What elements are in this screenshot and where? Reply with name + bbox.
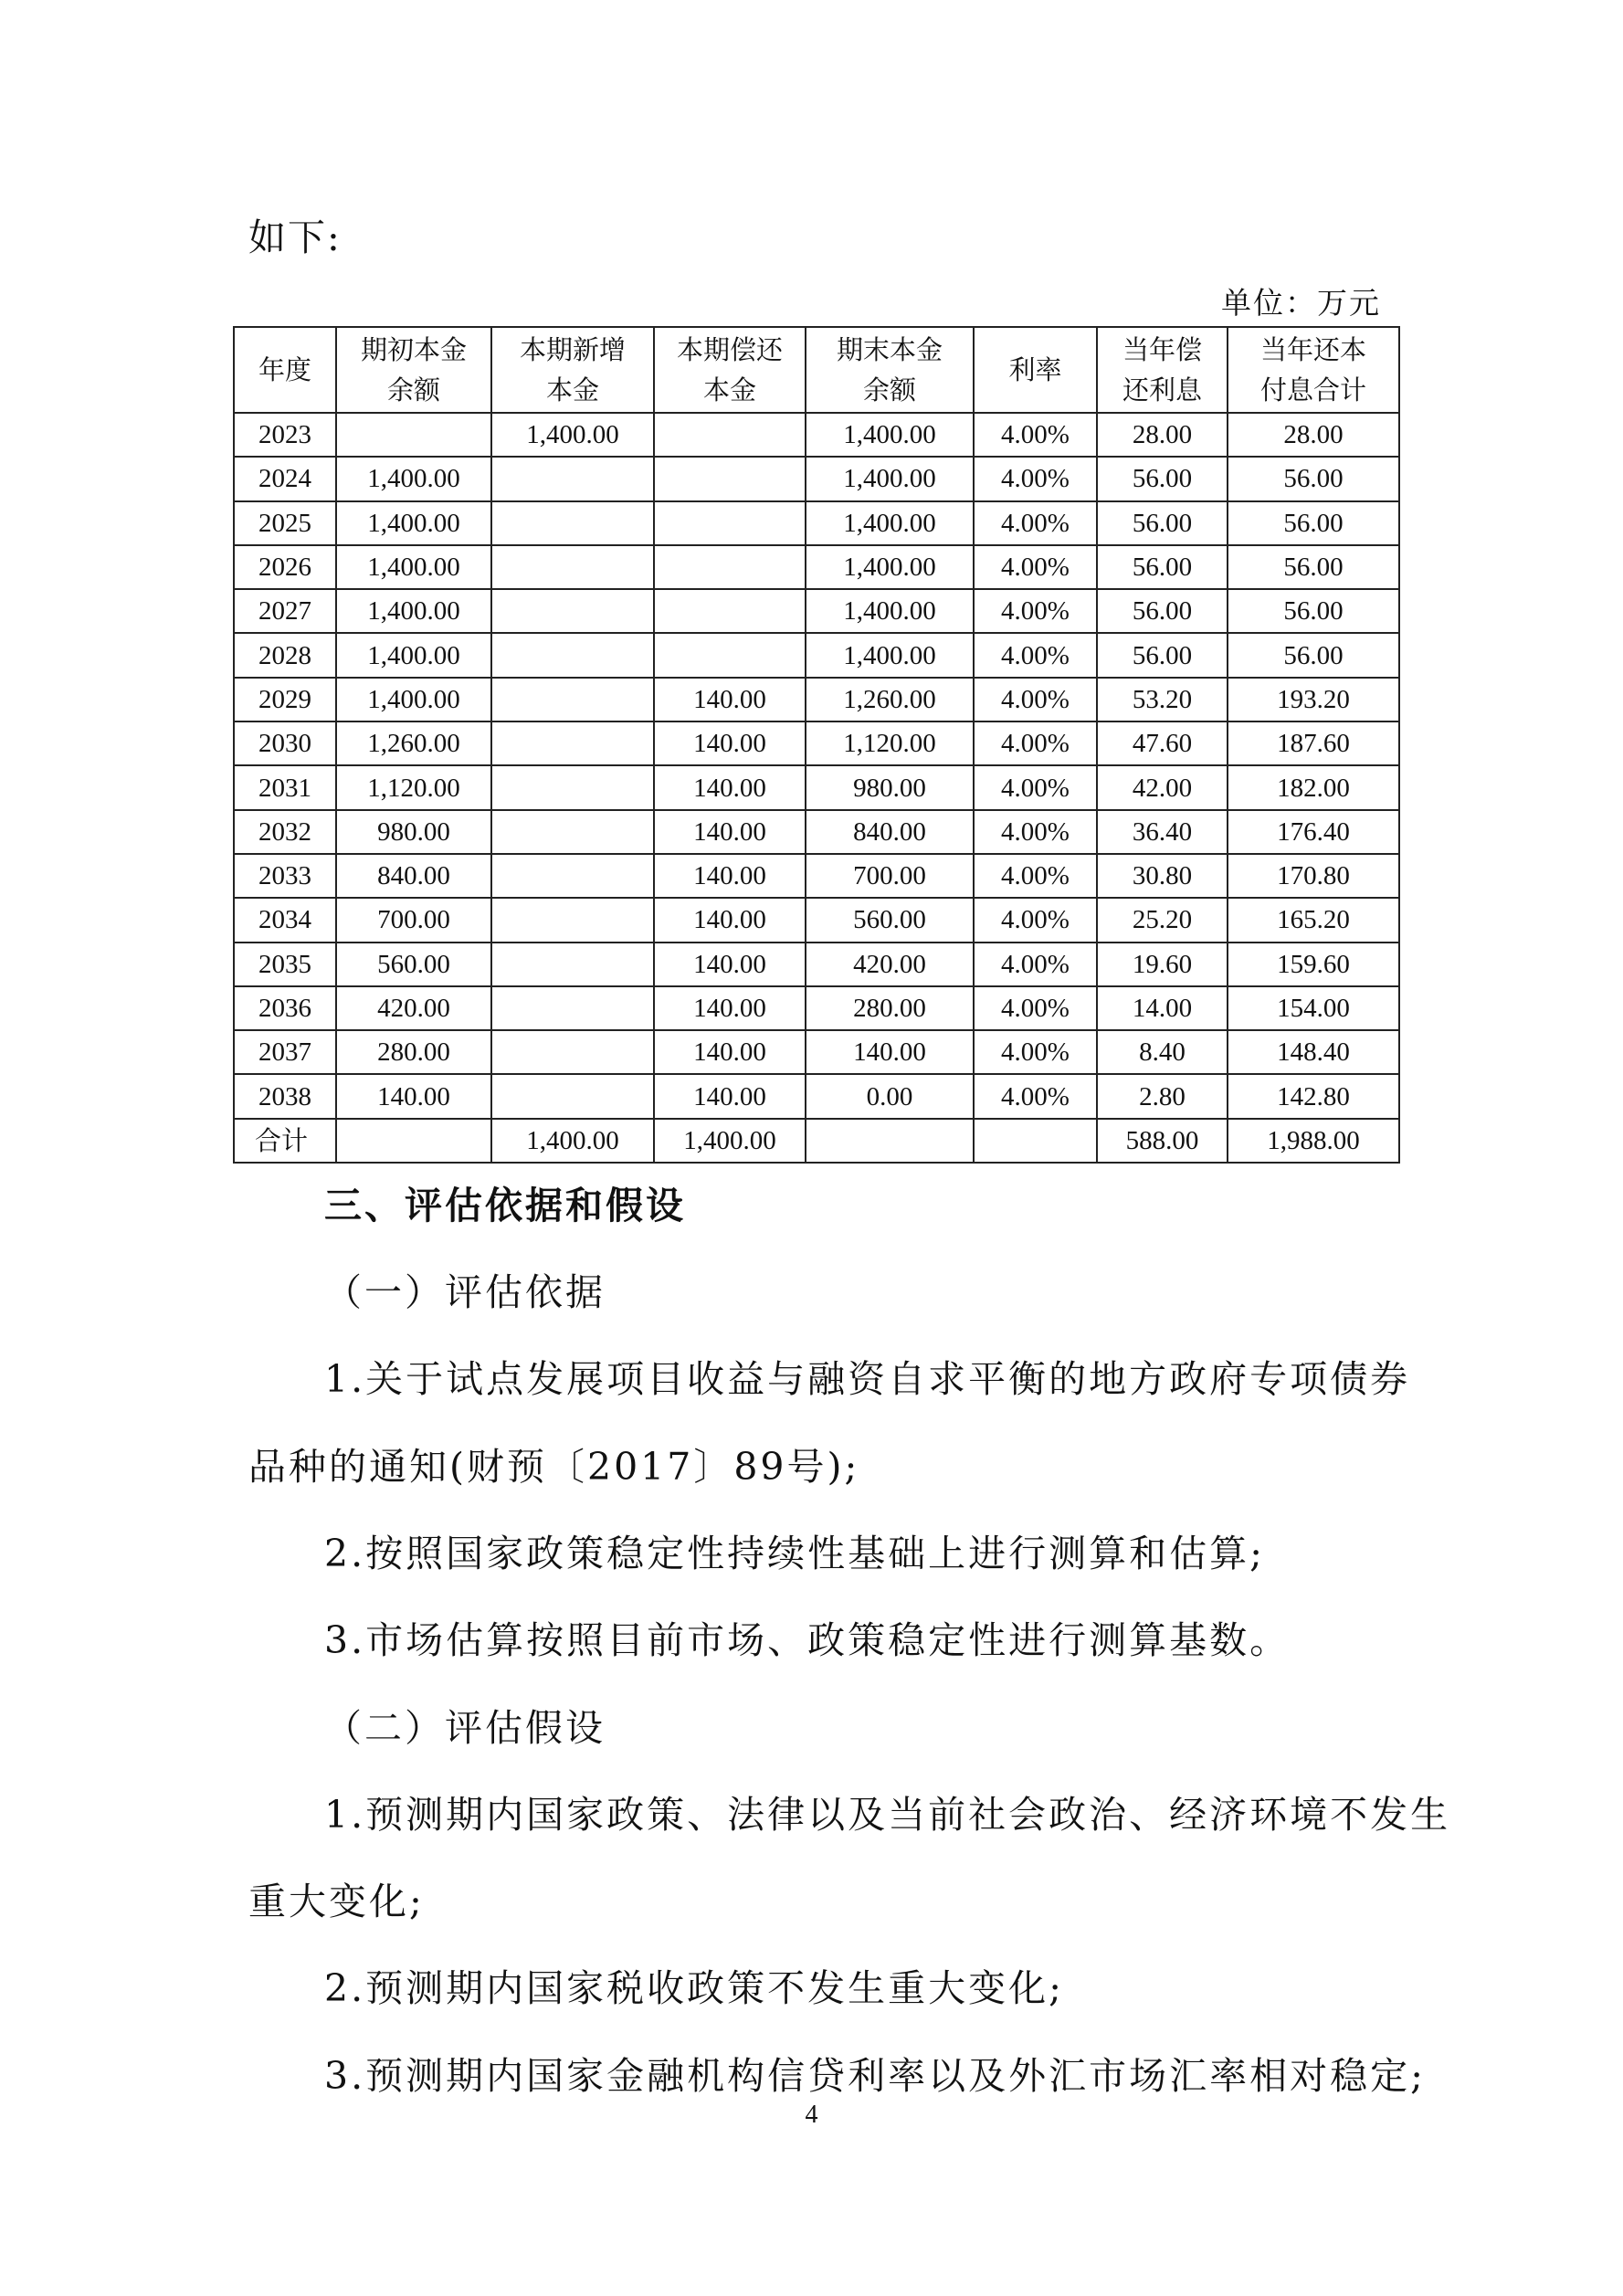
table-cell: 4.00% [974, 810, 1097, 854]
table-cell [654, 501, 806, 545]
table-cell: 4.00% [974, 854, 1097, 898]
table-cell [491, 589, 654, 633]
table-cell: 56.00 [1097, 545, 1228, 589]
table-cell: 588.00 [1097, 1119, 1228, 1163]
table-cell: 182.00 [1228, 765, 1399, 809]
page-number: 4 [805, 2101, 818, 2129]
table-cell [491, 943, 654, 986]
table-cell [491, 501, 654, 545]
table-cell [336, 1119, 491, 1163]
table-cell: 140.00 [654, 943, 806, 986]
table-cell: 2025 [234, 501, 336, 545]
table-row [234, 1030, 1399, 1074]
table-cell: 56.00 [1228, 457, 1399, 500]
table-cell: 140.00 [654, 765, 806, 809]
table-cell: 1,400.00 [336, 633, 491, 677]
column-header [336, 327, 491, 413]
column-header-line: 本金 [545, 374, 599, 405]
table-cell: 2037 [234, 1030, 336, 1074]
table-cell: 25.20 [1097, 898, 1228, 942]
table-cell: 合计 [234, 1119, 336, 1163]
table-cell: 1,120.00 [336, 765, 491, 809]
table-cell [336, 413, 491, 457]
table-cell [654, 545, 806, 589]
table-cell: 1,260.00 [336, 721, 491, 765]
table-row [234, 457, 1399, 500]
total-row [234, 1119, 1399, 1163]
column-header [974, 327, 1097, 413]
table-cell: 56.00 [1228, 589, 1399, 633]
table-cell: 159.60 [1228, 943, 1399, 986]
table-cell: 1,400.00 [806, 501, 974, 545]
column-header [1228, 327, 1399, 413]
column-header [491, 327, 654, 413]
table-cell [654, 589, 806, 633]
table-cell [491, 854, 654, 898]
table-cell: 56.00 [1228, 545, 1399, 589]
column-header-line: 付息合计 [1259, 374, 1366, 405]
table-cell: 4.00% [974, 1074, 1097, 1118]
table-cell: 4.00% [974, 545, 1097, 589]
basis-heading: （一）评估依据 [324, 1270, 606, 1314]
table-cell: 142.80 [1228, 1074, 1399, 1118]
table-row [234, 721, 1399, 765]
column-header-line: 本期新增 [519, 334, 626, 365]
table-cell: 1,400.00 [491, 1119, 654, 1163]
table-cell: 2.80 [1097, 1074, 1228, 1118]
table-cell: 2024 [234, 457, 336, 500]
table-cell: 420.00 [336, 986, 491, 1030]
table-row [234, 589, 1399, 633]
table-cell: 4.00% [974, 457, 1097, 500]
debt-schedule-table [233, 326, 1400, 1164]
table-cell: 4.00% [974, 678, 1097, 721]
table-cell [491, 457, 654, 500]
table-row [234, 1074, 1399, 1118]
table-cell: 56.00 [1097, 501, 1228, 545]
table-cell: 4.00% [974, 986, 1097, 1030]
table-cell: 140.00 [336, 1074, 491, 1118]
column-header-line: 期初本金 [360, 334, 467, 365]
table-cell: 187.60 [1228, 721, 1399, 765]
table-cell: 560.00 [336, 943, 491, 986]
table-cell [491, 1074, 654, 1118]
table-cell: 4.00% [974, 589, 1097, 633]
table-row [234, 943, 1399, 986]
table-cell: 1,400.00 [806, 413, 974, 457]
intro-text: 如下: [248, 216, 342, 259]
table-row [234, 633, 1399, 677]
table-cell: 4.00% [974, 721, 1097, 765]
table-cell: 840.00 [336, 854, 491, 898]
table-cell: 42.00 [1097, 765, 1228, 809]
table-cell: 1,400.00 [654, 1119, 806, 1163]
table-cell: 2033 [234, 854, 336, 898]
table-cell: 4.00% [974, 633, 1097, 677]
table-cell: 0.00 [806, 1074, 974, 1118]
table-cell: 140.00 [654, 678, 806, 721]
table-cell: 140.00 [654, 1030, 806, 1074]
column-header-line: 利率 [1008, 354, 1062, 385]
table-row [234, 501, 1399, 545]
table-cell: 980.00 [806, 765, 974, 809]
column-header-line: 还利息 [1122, 374, 1202, 405]
table-row [234, 986, 1399, 1030]
table-row [234, 678, 1399, 721]
basis-item-2: 2.按照国家政策稳定性持续性基础上进行测算和估算; [324, 1532, 1265, 1575]
table-cell: 1,260.00 [806, 678, 974, 721]
table-cell: 1,400.00 [806, 589, 974, 633]
table-cell: 420.00 [806, 943, 974, 986]
column-header-line: 本期偿还 [676, 334, 783, 365]
table-row [234, 545, 1399, 589]
table-cell: 28.00 [1097, 413, 1228, 457]
table-cell: 1,400.00 [336, 678, 491, 721]
table-cell: 4.00% [974, 1030, 1097, 1074]
table-cell: 2026 [234, 545, 336, 589]
assumption-item-1-cont: 重大变化; [248, 1880, 425, 1923]
table-cell [491, 898, 654, 942]
table-cell: 154.00 [1228, 986, 1399, 1030]
table-cell [491, 633, 654, 677]
table-cell [654, 633, 806, 677]
table-cell: 2032 [234, 810, 336, 854]
table-cell: 56.00 [1097, 633, 1228, 677]
assumption-item-2: 2.预测期内国家税收政策不发生重大变化; [324, 1966, 1064, 2010]
table-cell: 140.00 [654, 854, 806, 898]
table-cell: 560.00 [806, 898, 974, 942]
table-cell: 4.00% [974, 501, 1097, 545]
table-cell: 148.40 [1228, 1030, 1399, 1074]
table-cell: 4.00% [974, 898, 1097, 942]
table-cell: 1,400.00 [491, 413, 654, 457]
column-header [1097, 327, 1228, 413]
table-cell: 980.00 [336, 810, 491, 854]
section-heading: 三、评估依据和假设 [324, 1184, 686, 1227]
table-cell [491, 765, 654, 809]
table-cell: 140.00 [654, 898, 806, 942]
table-row [234, 765, 1399, 809]
table-row [234, 810, 1399, 854]
table-cell: 2034 [234, 898, 336, 942]
table-cell: 30.80 [1097, 854, 1228, 898]
table-cell: 1,400.00 [336, 589, 491, 633]
assumption-item-3: 3.预测期内国家金融机构信贷利率以及外汇市场汇率相对稳定; [324, 2054, 1426, 2098]
table-cell: 176.40 [1228, 810, 1399, 854]
table-cell: 280.00 [806, 986, 974, 1030]
table-cell: 165.20 [1228, 898, 1399, 942]
table-cell [491, 678, 654, 721]
table-cell: 1,400.00 [806, 545, 974, 589]
column-header [234, 327, 336, 413]
table-cell [491, 986, 654, 1030]
table-cell: 53.20 [1097, 678, 1228, 721]
table-cell: 2029 [234, 678, 336, 721]
table-cell: 1,400.00 [806, 633, 974, 677]
table-cell [491, 1030, 654, 1074]
table-cell: 700.00 [806, 854, 974, 898]
table-cell [806, 1119, 974, 1163]
column-header [654, 327, 806, 413]
table-cell: 140.00 [654, 1074, 806, 1118]
table-cell: 2030 [234, 721, 336, 765]
table-cell: 14.00 [1097, 986, 1228, 1030]
column-header-line: 本金 [702, 374, 756, 405]
table-cell: 2036 [234, 986, 336, 1030]
column-header-line: 当年偿 [1122, 334, 1202, 365]
table-cell: 193.20 [1228, 678, 1399, 721]
table-header-row [234, 327, 1399, 413]
table-cell: 1,400.00 [336, 501, 491, 545]
table-cell: 140.00 [806, 1030, 974, 1074]
table-cell: 1,988.00 [1228, 1119, 1399, 1163]
table-cell: 170.80 [1228, 854, 1399, 898]
column-header-line: 年度 [258, 354, 311, 385]
table-row [234, 413, 1399, 457]
table-cell: 56.00 [1228, 501, 1399, 545]
table-cell: 840.00 [806, 810, 974, 854]
table-cell: 1,400.00 [806, 457, 974, 500]
table-cell: 4.00% [974, 765, 1097, 809]
table-cell: 28.00 [1228, 413, 1399, 457]
column-header-line: 余额 [862, 374, 916, 405]
table-cell: 700.00 [336, 898, 491, 942]
table-cell [491, 810, 654, 854]
table-row [234, 898, 1399, 942]
table-cell [654, 457, 806, 500]
table-body [234, 413, 1399, 1163]
table-cell: 56.00 [1097, 457, 1228, 500]
column-header-line: 余额 [386, 374, 440, 405]
unit-label: 单位：万元 [1221, 285, 1381, 321]
table-cell [654, 413, 806, 457]
table-cell: 2035 [234, 943, 336, 986]
table-cell: 1,400.00 [336, 457, 491, 500]
table-cell [491, 545, 654, 589]
table-cell: 2023 [234, 413, 336, 457]
table-cell: 1,120.00 [806, 721, 974, 765]
table-cell: 19.60 [1097, 943, 1228, 986]
table-cell: 2027 [234, 589, 336, 633]
table-cell: 36.40 [1097, 810, 1228, 854]
column-header-line: 期末本金 [836, 334, 943, 365]
table-cell: 2028 [234, 633, 336, 677]
table-cell: 140.00 [654, 986, 806, 1030]
table-cell: 1,400.00 [336, 545, 491, 589]
table-cell: 2038 [234, 1074, 336, 1118]
assumption-heading: （二）评估假设 [324, 1706, 606, 1750]
table-cell: 140.00 [654, 721, 806, 765]
column-header [806, 327, 974, 413]
table-cell: 2031 [234, 765, 336, 809]
table-cell: 4.00% [974, 413, 1097, 457]
assumption-item-1: 1.预测期内国家政策、法律以及当前社会政治、经济环境不发生 [324, 1793, 1451, 1837]
table-cell [491, 721, 654, 765]
basis-item-1: 1.关于试点发展项目收益与融资自求平衡的地方政府专项债券 [324, 1357, 1411, 1401]
basis-item-3: 3.市场估算按照目前市场、政策稳定性进行测算基数。 [324, 1618, 1291, 1662]
column-header-line: 当年还本 [1259, 334, 1366, 365]
table-row [234, 854, 1399, 898]
table-cell: 56.00 [1228, 633, 1399, 677]
table-cell: 56.00 [1097, 589, 1228, 633]
table-cell [974, 1119, 1097, 1163]
table-cell: 140.00 [654, 810, 806, 854]
table-cell: 4.00% [974, 943, 1097, 986]
table-cell: 47.60 [1097, 721, 1228, 765]
table-cell: 8.40 [1097, 1030, 1228, 1074]
basis-item-1-cont: 品种的通知(财预〔2017〕89号); [248, 1445, 860, 1489]
table-cell: 280.00 [336, 1030, 491, 1074]
